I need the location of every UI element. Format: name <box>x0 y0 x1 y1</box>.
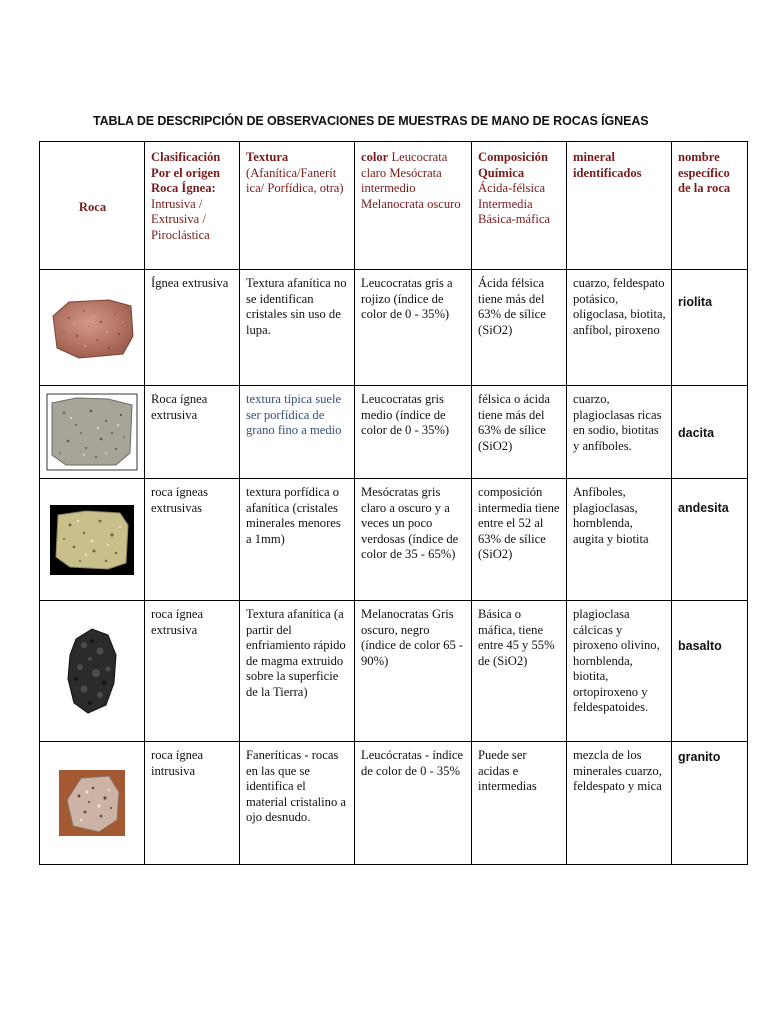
row-2-nombre: dacita <box>672 386 748 479</box>
row-5-clasificacion: roca ígnea intrusiva <box>145 742 240 865</box>
table-row <box>40 479 748 601</box>
row-3-textura: textura porfídica o afanítica (cristales minerales menores a 1mm) <box>240 479 355 601</box>
header-roca: Roca <box>40 142 145 270</box>
header-nombre-bold: nombre específico de la roca <box>678 150 731 195</box>
header-composicion-bold: Composición Química <box>478 150 548 180</box>
header-clasificacion <box>145 142 240 270</box>
granite-rock-photo-icon <box>40 742 145 865</box>
row-5-textura: Faneríticas - rocas en las que se identifica el material cristalino a ojo desnudo. <box>240 742 355 865</box>
row-3-nombre: andesita <box>672 479 748 601</box>
table-row <box>40 386 748 479</box>
row-1-nombre: riolita <box>672 270 748 386</box>
header-nombre <box>672 142 748 270</box>
header-composicion-rest: Ácida-félsica Intermedia Básica-máfica <box>478 181 551 226</box>
table-row <box>40 270 748 386</box>
row-1-color: Leucocratas gris a rojizo (índice de color de 0 - 35%) <box>355 270 472 386</box>
row-4-color: Melanocratas Gris oscuro, negro (índice de color 65 - 90%) <box>355 601 472 742</box>
dacite-rock-photo-icon <box>40 386 145 479</box>
rhyolite-rock-photo-icon <box>40 270 145 386</box>
row-4-textura: Textura afanítica (a partir del enfriamiento rápido de magma extruido sobre la superficie de la Tierra) <box>240 601 355 742</box>
row-5-color: Leucócratas - índice de color de 0 - 35% <box>355 742 472 865</box>
table-header-row <box>40 142 748 270</box>
row-2-clasificacion: Roca ígnea extrusiva <box>145 386 240 479</box>
row-2-color: Leucocratas gris medio (índice de color de 0 - 35%) <box>355 386 472 479</box>
row-5-nombre: granito <box>672 742 748 865</box>
row-4-composicion: Básica o máfica, tiene entre 45 y 55% de (SiO2) <box>472 601 567 742</box>
row-1-textura: Textura afanítica no se identifican cristales sin uso de lupa. <box>240 270 355 386</box>
row-3-composicion: composición intermedia tiene entre el 52 al 63% de sílice (SiO2) <box>472 479 567 601</box>
header-textura <box>240 142 355 270</box>
header-clasificacion-bold: Clasificación Por el origen Roca Ígnea: <box>151 150 221 195</box>
row-1-mineral: cuarzo, feldespato potásico, oligoclasa, biotita, anfíbol, piroxeno <box>567 270 672 386</box>
header-mineral <box>567 142 672 270</box>
header-color-rest: Leucocrata claro Mesócrata intermedio Melanocrata oscuro <box>361 150 461 211</box>
header-composicion <box>472 142 567 270</box>
row-4-nombre: basalto <box>672 601 748 742</box>
row-4-mineral: plagioclasa cálcicas y piroxeno olivino, hornblenda, biotita, ortopiroxeno y feldespatoides. <box>567 601 672 742</box>
row-1-composicion: Ácida félsica tiene más del 63% de sílice (SiO2) <box>472 270 567 386</box>
row-3-color: Mesócratas gris claro a oscuro y a veces un poco verdosas (índice de color de 35 - 65%) <box>355 479 472 601</box>
header-color-bold: color <box>361 150 389 164</box>
rock-table <box>39 141 748 865</box>
table-row <box>40 742 748 865</box>
row-3-mineral: Anfíboles, plagioclasas, hornblenda, augita y biotita <box>567 479 672 601</box>
andesite-rock-photo-icon <box>40 479 145 601</box>
row-2-mineral: cuarzo, plagioclasas ricas en sodio, biotitas y anfíboles. <box>567 386 672 479</box>
header-textura-bold: Textura <box>246 150 289 164</box>
row-4-clasificacion: roca ígnea extrusiva <box>145 601 240 742</box>
document-title: TABLA DE DESCRIPCIÓN DE OBSERVACIONES DE MUESTRAS DE MANO DE ROCAS ÍGNEAS <box>93 114 649 128</box>
table-row <box>40 601 748 742</box>
header-mineral-bold: mineral identificados <box>573 150 642 180</box>
row-5-composicion: Puede ser acidas e intermedias <box>472 742 567 865</box>
basalt-rock-photo-icon <box>40 601 145 742</box>
header-textura-rest: (Afanítica/Fanerít ica/ Porfídica, otra) <box>246 165 344 195</box>
row-2-composicion: félsica o ácida tiene más del 63% de sílice (SiO2) <box>472 386 567 479</box>
header-clasificacion-rest: Intrusiva / Extrusiva / Piroclástica <box>151 196 210 242</box>
header-color <box>355 142 472 270</box>
row-2-textura: textura típica suele ser porfídica de grano fino a medio <box>240 386 355 479</box>
row-3-clasificacion: roca ígneas extrusivas <box>145 479 240 601</box>
row-1-clasificacion: Ígnea extrusiva <box>145 270 240 386</box>
row-5-mineral: mezcla de los minerales cuarzo, feldespato y mica <box>567 742 672 865</box>
